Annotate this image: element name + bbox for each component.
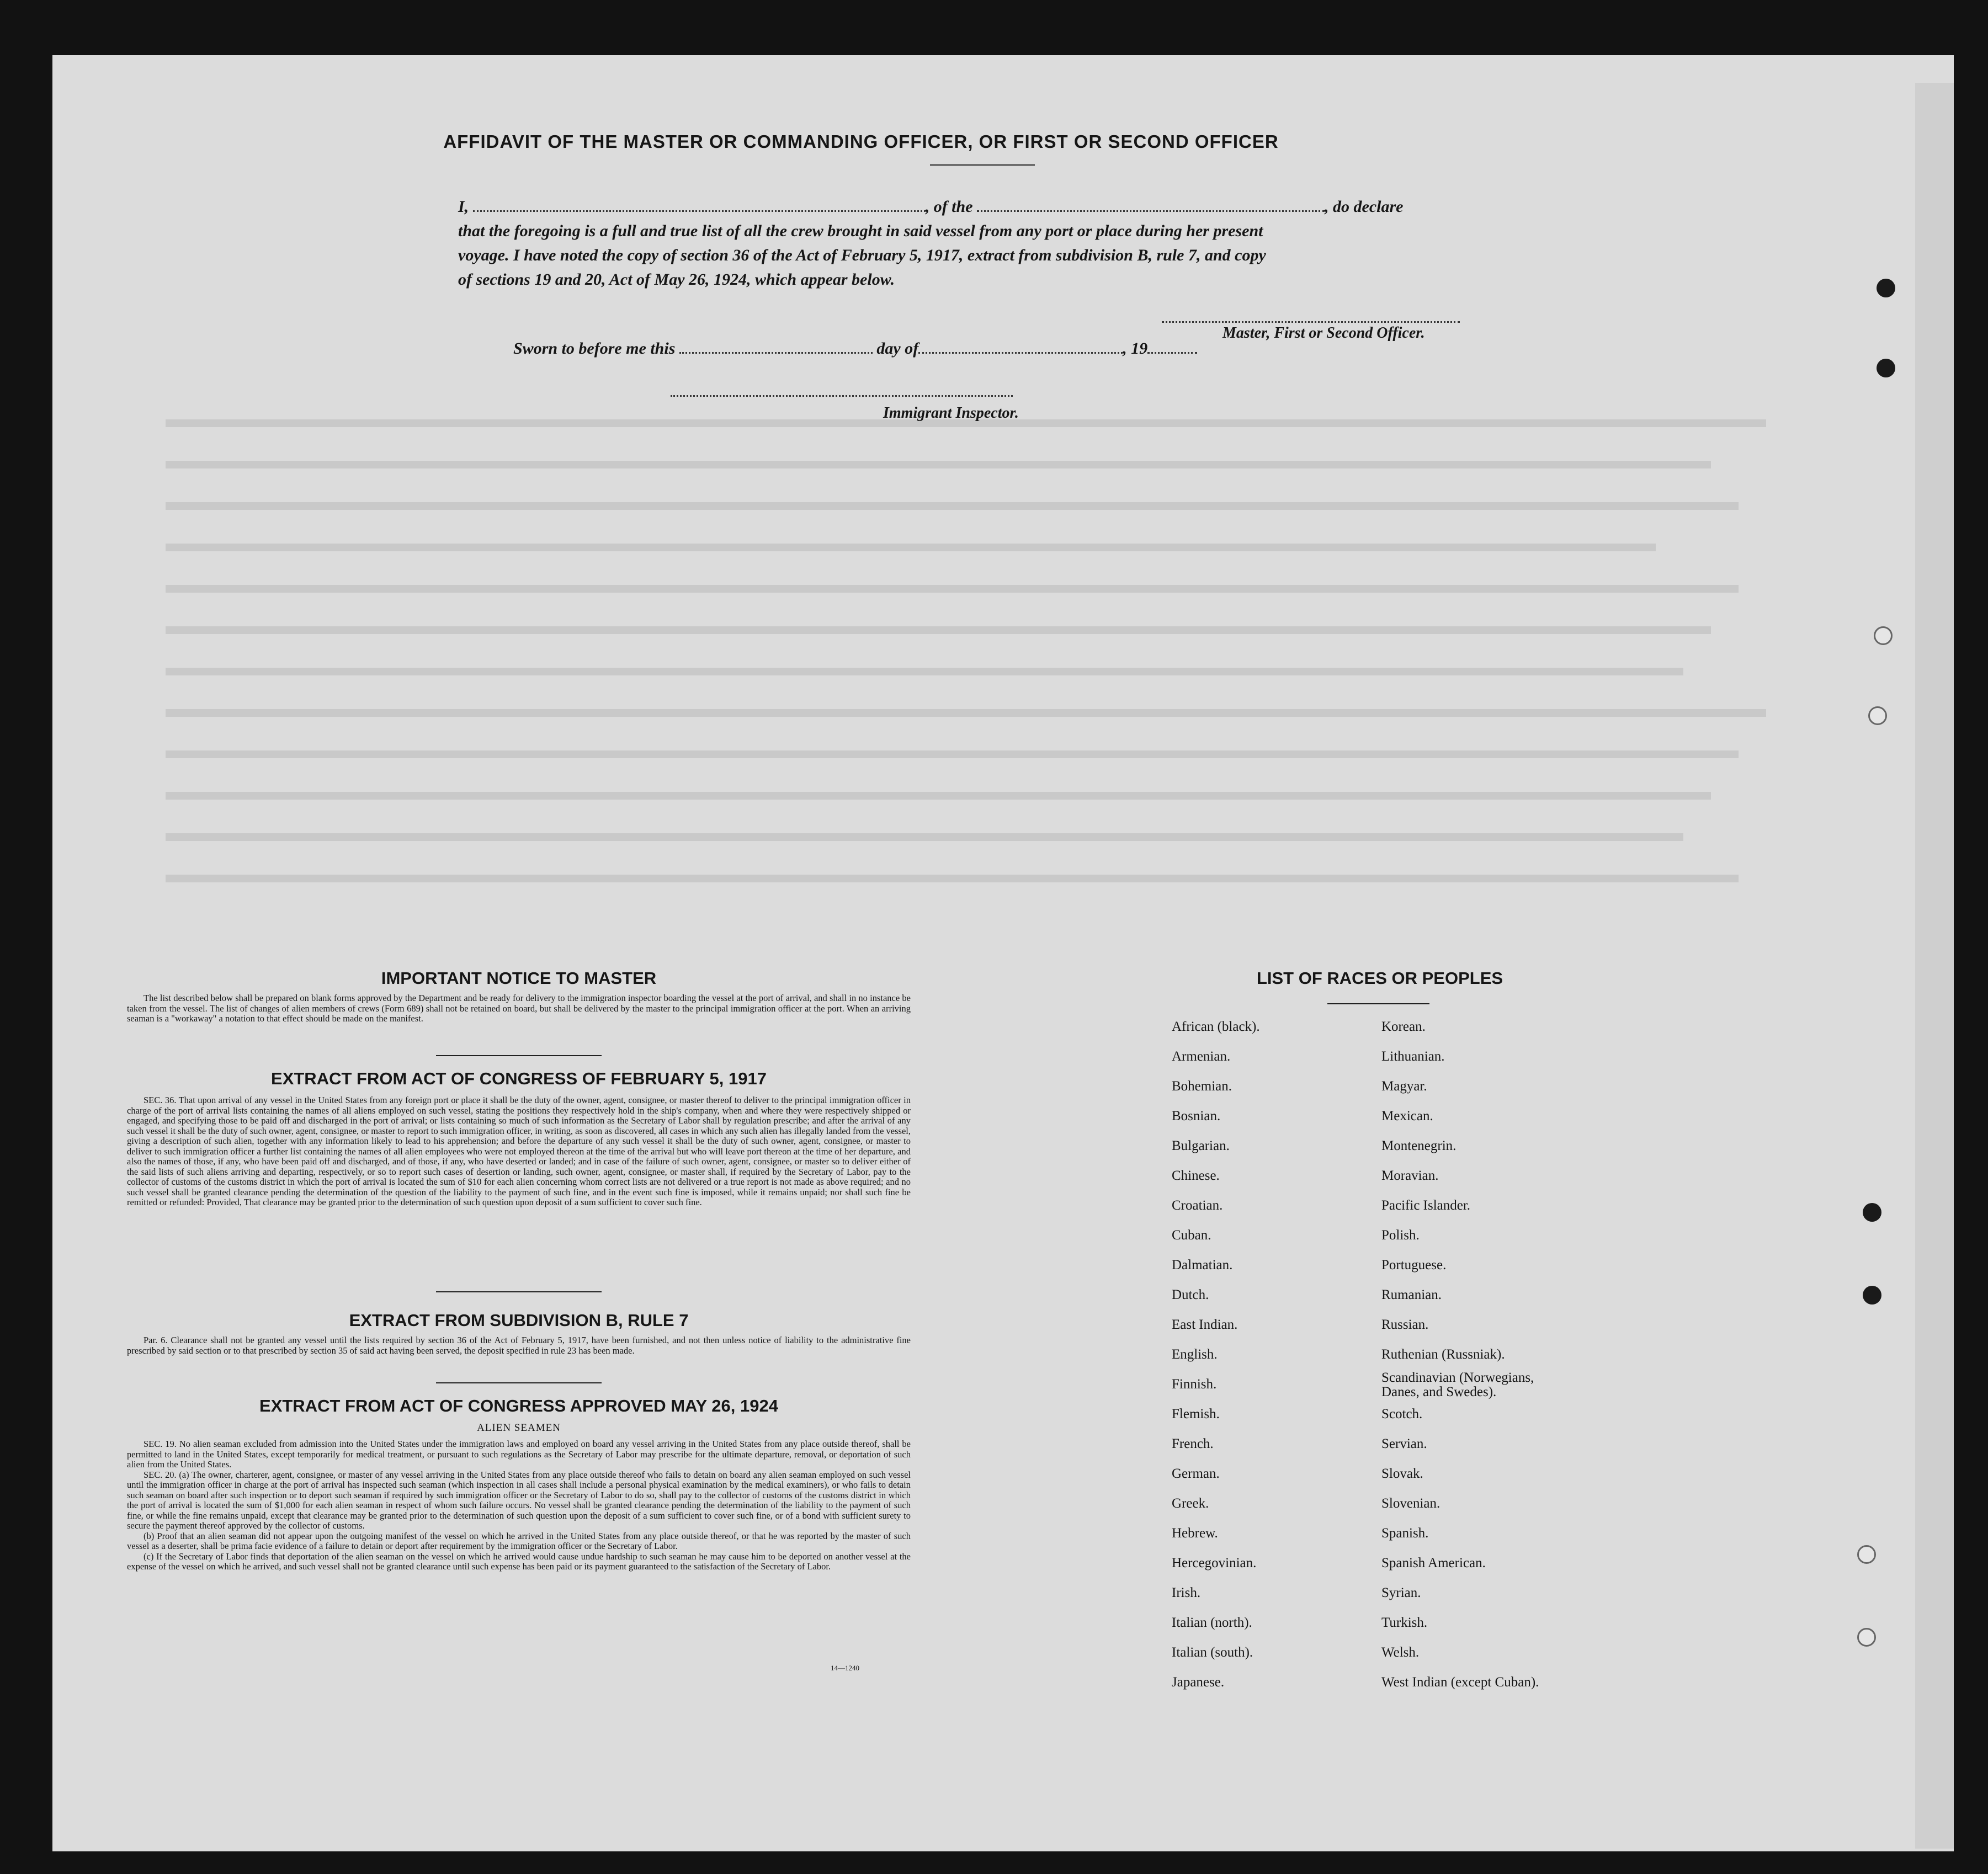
binder-hole — [1857, 1545, 1876, 1564]
race-item: Montenegrin. — [1381, 1138, 1457, 1153]
notice-title: IMPORTANT NOTICE TO MASTER — [381, 968, 657, 988]
binder-hole — [1877, 279, 1895, 297]
section-divider — [436, 1382, 602, 1383]
affidavit-title: AFFIDAVIT OF THE MASTER OR COMMANDING OFFICER, OR FIRST OR SECOND OFFICER — [443, 131, 1279, 152]
title-underline — [930, 164, 1035, 166]
notice-text: The list described below shall be prepared on blank forms approved by the Department and be ready for delivery to the immigration inspector boarding the vessel at the port of arrival, and shall in no instance be taken from the vessel. The list of changes of alien members of crews (Form 689) shall not be retained on board, but shall be delivered by the master to the principal immigration officer at the port. When an arriving seaman is a "workaway" a notation to that effect should be made on the manifest. — [127, 993, 911, 1024]
bleed-through-text — [166, 419, 1904, 916]
race-item: African (black). — [1172, 1019, 1260, 1034]
race-item: Welsh. — [1381, 1645, 1420, 1660]
race-item: Scandinavian (Norwegians, Danes, and Swedes). — [1381, 1370, 1534, 1399]
master-label: Master, First or Second Officer. — [1222, 324, 1425, 342]
race-item: Polish. — [1381, 1228, 1420, 1243]
subdivision-b-title: EXTRACT FROM SUBDIVISION B, RULE 7 — [349, 1311, 689, 1330]
year-label: , 19 — [1123, 339, 1148, 358]
underlying-page-edge — [1915, 83, 1954, 1849]
day-of-label: day of — [876, 339, 919, 358]
sworn-label: Sworn to before me this — [513, 339, 676, 358]
race-item: Bohemian. — [1172, 1079, 1232, 1094]
race-item: Chinese. — [1172, 1168, 1220, 1183]
extract-1924-title: EXTRACT FROM ACT OF CONGRESS APPROVED MAY 26, 1924 — [259, 1396, 778, 1415]
extract-1917-body — [127, 1095, 911, 1208]
race-item: Lithuanian. — [1381, 1049, 1445, 1064]
race-item: Croatian. — [1172, 1198, 1223, 1213]
sworn-line — [513, 339, 1286, 358]
race-item: Moravian. — [1381, 1168, 1439, 1183]
affidavit-line-1 — [458, 198, 1501, 216]
race-item: Japanese. — [1172, 1675, 1225, 1690]
race-item: French. — [1172, 1436, 1214, 1451]
sec-19-text: SEC. 19. No alien seaman excluded from admission into the United States under the immigration laws and employed on board any vessel arriving in the United States from any place outside thereof, shall be permitted to land in the United States, except temporarily for medical treatment, or pursuant to such regulations as the Secretary of Labor may prescribe for the ultimate departure, removal, or deportation of such alien from the United States. — [127, 1439, 911, 1470]
race-item: Russian. — [1381, 1317, 1429, 1332]
race-item: Syrian. — [1381, 1585, 1421, 1600]
race-item: Slovenian. — [1381, 1496, 1440, 1511]
race-item: Pacific Islander. — [1381, 1198, 1471, 1213]
notice-body — [127, 993, 911, 1024]
race-item: Portuguese. — [1381, 1258, 1447, 1273]
race-item: Dutch. — [1172, 1287, 1209, 1302]
race-item: Irish. — [1172, 1585, 1201, 1600]
sec-20a-text: SEC. 20. (a) The owner, charterer, agent, consignee, or master of any vessel arriving in the United States from any place outside thereof who fails to detain on board any alien seaman employed on such vessel until the immigration officer in charge at the port of arrival has inspected such seaman (which inspection in all cases shall include a personal physical examination by the medical examiners), or who fails to detain such seaman on board after such inspection or to deport such seaman if required by such immigration officer or the Secretary of Labor to do so, shall pay to the collector of customs of the customs district in which the port of arrival is located the sum of $1,000 for each alien seaman in respect of whom such failure occurs. No vessel shall be granted clearance pending the determination of the liability to the payment of such fine, or while the fine remains unpaid, except that clearance may be granted prior to the determination of such question upon the deposit of a sum sufficient to cover such fine, or of a bond with sufficient surety to secure the payment thereof approved by the collector of customs. — [127, 1469, 911, 1531]
form-number: 14—1240 — [831, 1664, 859, 1672]
race-item: Finnish. — [1172, 1377, 1217, 1392]
race-item: Italian (north). — [1172, 1615, 1252, 1630]
inspector-label: Immigrant Inspector. — [883, 404, 1019, 422]
race-item: West Indian (except Cuban). — [1381, 1675, 1539, 1690]
document-page — [52, 55, 1954, 1851]
race-item: Scotch. — [1381, 1407, 1423, 1422]
vessel-blank[interactable] — [977, 210, 1325, 212]
extract-1917-title: EXTRACT FROM ACT OF CONGRESS OF FEBRUARY 5, 1917 — [271, 1069, 767, 1088]
race-item: Turkish. — [1381, 1615, 1428, 1630]
race-item: Servian. — [1381, 1436, 1427, 1451]
race-item: Dalmatian. — [1172, 1258, 1233, 1273]
race-item: German. — [1172, 1466, 1220, 1481]
sec-20c-text: (c) If the Secretary of Labor finds that deportation of the alien seaman on the vessel on which he arrived would cause undue hardship to such seaman he may cause him to be deported on another vessel at the expense of the vessel on which he arrived, and such vessel shall not be granted clearance until such expense has been paid or its payment guaranteed to the satisfaction of the Secretary of Labor. — [127, 1551, 911, 1572]
race-item: Greek. — [1172, 1496, 1209, 1511]
race-item: Hercegovinian. — [1172, 1556, 1257, 1570]
race-item: Rumanian. — [1381, 1287, 1442, 1302]
race-item: English. — [1172, 1347, 1218, 1362]
affidavit-declare: , do declare — [1325, 198, 1404, 216]
race-item: East Indian. — [1172, 1317, 1238, 1332]
inspector-signature-line[interactable] — [671, 395, 1013, 397]
races-title: LIST OF RACES OR PEOPLES — [1256, 968, 1503, 988]
race-item: Ruthenian (Russniak). — [1381, 1347, 1505, 1362]
binder-hole — [1877, 359, 1895, 377]
affidavit-line-3: voyage. I have noted the copy of section 36 of the Act of February 5, 1917, extract from subdivision B, rule 7, and copy — [458, 246, 1266, 264]
race-item: Armenian. — [1172, 1049, 1231, 1064]
race-item: Bulgarian. — [1172, 1138, 1230, 1153]
race-item: Korean. — [1381, 1019, 1426, 1034]
sworn-month-blank[interactable] — [918, 352, 1123, 354]
alien-seamen-subtitle: ALIEN SEAMEN — [477, 1422, 561, 1434]
sec-20b-text: (b) Proof that an alien seaman did not appear upon the outgoing manifest of the vessel on which he arrived in the United States from any place outside thereof, or that he was reported by the master of such vessel as a deserter, shall be prima facie evidence of a failure to detain or deport after requirement by the immigration officer or the Secretary of Labor. — [127, 1530, 911, 1551]
sworn-year-blank[interactable] — [1147, 352, 1197, 354]
section-divider — [436, 1291, 602, 1292]
sworn-day-blank[interactable] — [679, 352, 873, 354]
race-item: Slovak. — [1381, 1466, 1423, 1481]
race-item: Spanish American. — [1381, 1556, 1486, 1570]
race-item: Bosnian. — [1172, 1109, 1221, 1124]
race-item: Spanish. — [1381, 1526, 1429, 1541]
race-item: Magyar. — [1381, 1079, 1427, 1094]
sec-36-text: SEC. 36. That upon arrival of any vessel in the United States from any foreign port or place it shall be the duty of the owner, agent, consignee, or master thereof to deliver to the principal immigration officer in charge of the port of arrival lists containing the names of all aliens employed on such vessel, stating the positions they respectively hold in the ship's company, when and where they were respectively shipped or engaged, and specifying those to be paid off and discharged in the port of arrival; or lists containing so much of such information as the Secretary of Labor shall by regulation prescribe; and after the arrival of any such vessel it shall be the duty of such owner, agent, consignee, or master to report to such immigration officer, in writing, as soon as discovered, all cases in which any such alien has illegally landed from the vessel, giving a description of such alien, together with any information likely to lead to his apprehension; and before the departure of any such vessel it shall be the duty of such owner, agent, consignee, or master to deliver to such immigration officer a further list containing the names of all alien employees who were not employed thereon at the time of the arrival but who will leave port thereon at the time of her departure, and also the names of those, if any, who have been paid off and discharged, and of those, if any, who have deserted or landed; and in case of the failure of such owner, agent, consignee, or master so to deliver either of the said lists of such aliens arriving and departing, respectively, or so to report such cases of desertion or landing, such owner, agent, consignee, or master shall, if required by the Secretary of Labor, pay to the collector of customs of the customs district in which the port of arrival is located the sum of $10 for each alien concerning whom correct lists are not delivered or a true report is not made as above required; and no such vessel shall be granted clearance pending the determination of the question of the liability to the payment of such fine, and in the event such fine is imposed, while it remains unpaid; nor shall such fine be remitted or refunded: Provided, That clearance may be granted prior to the determination of such question upon deposit of a sum sufficient to cover such fine. — [127, 1095, 911, 1207]
binder-hole — [1863, 1286, 1881, 1305]
race-item: Flemish. — [1172, 1407, 1220, 1422]
name-blank[interactable] — [473, 210, 926, 212]
section-divider — [436, 1055, 602, 1056]
race-item: Italian (south). — [1172, 1645, 1253, 1660]
binder-hole — [1863, 1203, 1881, 1222]
affidavit-i: I, — [458, 198, 469, 216]
affidavit-line-4: of sections 19 and 20, Act of May 26, 1924, which appear below. — [458, 270, 895, 289]
race-item: Mexican. — [1381, 1109, 1433, 1124]
affidavit-of-the: , of the — [925, 198, 973, 216]
race-item: Cuban. — [1172, 1228, 1211, 1243]
race-item: Hebrew. — [1172, 1526, 1218, 1541]
affidavit-line-2: that the foregoing is a full and true list of all the crew brought in said vessel from any port or place during her present — [458, 222, 1263, 240]
master-signature-line[interactable] — [1162, 321, 1460, 323]
par-6-text: Par. 6. Clearance shall not be granted any vessel until the lists required by section 36 of the Act of February 5, 1917, have been furnished, and not then unless notice of liability to the administrative fine prescribed by said section or to that prescribed by section 35 of said act having been served, the deposit specified in rule 23 has been made. — [127, 1335, 911, 1356]
extract-1924-body — [127, 1439, 911, 1572]
binder-hole — [1857, 1628, 1876, 1647]
subdivision-b-body — [127, 1335, 911, 1356]
title-underline — [1327, 1003, 1429, 1004]
